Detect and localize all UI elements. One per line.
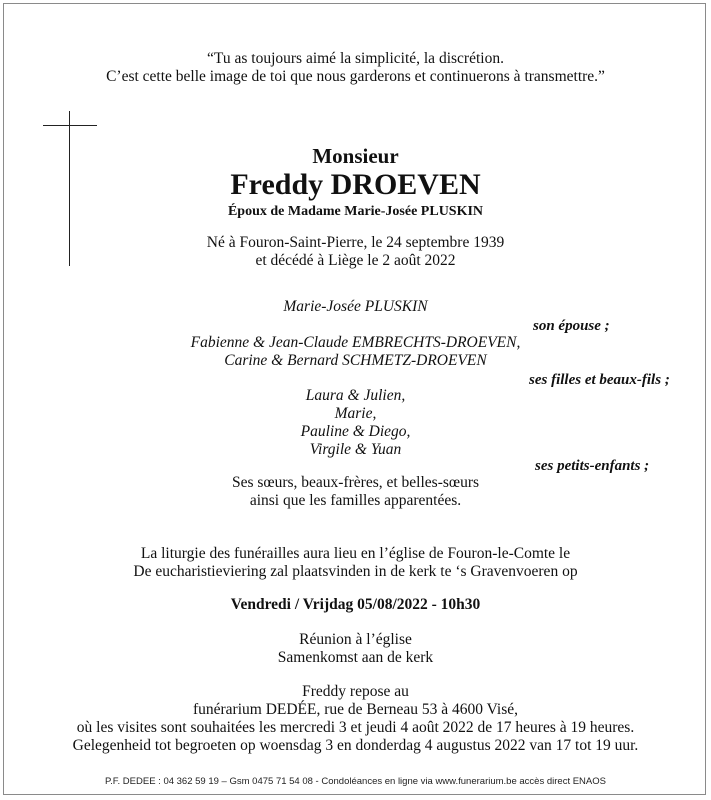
death-line: et décédé à Liège le 2 août 2022 [255, 252, 456, 269]
grandchild-line-3: Pauline & Diego, [300, 423, 411, 440]
visitation-line-2: funérarium DEDÉE, rue de Berneau 53 à 4600 Visé, [192, 701, 519, 718]
siblings-line-2: ainsi que les familles apparentées. [249, 492, 462, 509]
grandchild-line-2: Marie, [334, 405, 377, 422]
daughter-line-2: Carine & Bernard SCHMETZ-DROEVEN [224, 352, 487, 369]
siblings-line-1: Ses sœurs, beaux-frères, et belles-sœurs [231, 474, 480, 491]
deceased-name: Freddy DROEVEN [230, 168, 481, 201]
visitation-line-1: Freddy repose au [302, 683, 409, 700]
spouse-relation: son épouse ; [533, 318, 610, 334]
honorific: Monsieur [312, 144, 399, 168]
spouse-name: Marie-Josée PLUSKIN [283, 298, 428, 315]
daughters-relation: ses filles et beaux-fils ; [529, 372, 670, 388]
quote-line-1: “Tu as toujours aimé la simplicité, la discrétion. [207, 50, 504, 67]
ceremony-line-fr: La liturgie des funérailles aura lieu en l’église de Fouron-le-Comte le [140, 545, 571, 562]
meeting-line-nl: Samenkomst aan de kerk [277, 649, 434, 666]
ceremony-date: Vendredi / Vrijdag 05/08/2022 - 10h30 [230, 596, 481, 613]
quote-line-2: C’est cette belle image de toi que nous garderons et continuerons à transmettre.” [106, 68, 605, 85]
grandchild-line-4: Virgile & Yuan [309, 441, 402, 458]
ceremony-line-nl: De eucharistieviering zal plaatsvinden in de kerk te ‘s Gravenvoeren op [133, 563, 578, 580]
meeting-line-fr: Réunion à l’église [299, 631, 412, 648]
visitation-line-3: où les visites sont souhaitées les mercredi 3 et jeudi 4 août 2022 de 17 heures à 19 heures. [76, 719, 635, 736]
birth-line: Né à Fouron-Saint-Pierre, le 24 septembre 1939 [206, 234, 505, 251]
daughter-line-1: Fabienne & Jean-Claude EMBRECHTS-DROEVEN, [190, 334, 521, 351]
footer-contact: P.F. DEDEE : 04 362 59 19 – Gsm 0475 71 54 08 - Condoléances en ligne via www.funerarium.be accès direct ENAOS [105, 776, 606, 787]
grandchild-line-1: Laura & Julien, [305, 387, 406, 404]
spouse-line: Époux de Madame Marie-Josée PLUSKIN [227, 204, 484, 219]
visitation-line-4: Gelegenheid tot begroeten op woensdag 3 en donderdag 4 augustus 2022 van 17 tot 19 uur. [72, 737, 639, 754]
grandchildren-relation: ses petits-enfants ; [535, 458, 650, 474]
